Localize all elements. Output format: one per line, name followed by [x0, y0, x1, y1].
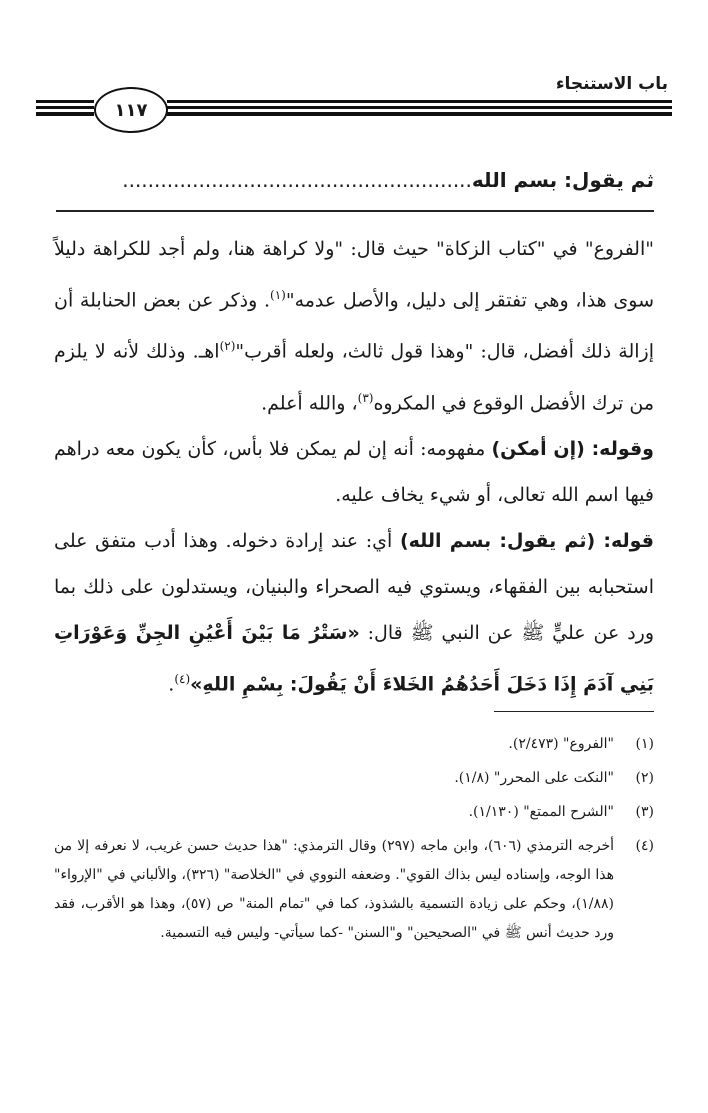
header-rule	[36, 112, 94, 116]
footnote-divider	[494, 711, 654, 712]
header-rule	[36, 100, 94, 103]
hadith-quote: «سَتْرُ مَا بَيْنَ أَعْيُنِ الجِنِّ وَعَوْرَاتِ بَنِي آدَمَ إِذَا دَخَلَ أَحَدُهُمُ الخَلاءَ أَنْ يَقُولَ: بِسْمِ اللهِ»	[54, 621, 654, 696]
footnote-text: أخرجه الترمذي (٦٠٦)، وابن ماجه (٢٩٧) وقال الترمذي: "هذا حديث حسن غريب، لا نعرفه إلا من هذا الوجه، وإسناده ليس بذاك القوي". وضعفه النووي في "الخلاصة" (٣٢٦)، والألباني في "الإرواء" (١/٨٨)، وحكم على زيادة التسمية بالشذوذ، كما في "تمام المنة" ص (٥٧)، وهذا هو الأقرب، فقد ورد حديث أنس ﷺ في "الصحيحين" و"السنن" -كما سيأتي- وليس فيه التسمية.	[54, 838, 615, 941]
footnote-number: (٢)	[635, 770, 654, 786]
body-text: اهـ. وذلك لأنه لا يلزم من ترك الأفضل الوقوع في المكروه	[54, 340, 654, 414]
footnote	[54, 764, 654, 793]
footnote-ref[interactable]: (٢)	[219, 339, 236, 354]
matn-line	[54, 168, 654, 192]
footnote-ref[interactable]: (٣)	[357, 390, 374, 405]
footnote-number: (١)	[635, 736, 654, 752]
lead-phrase: قوله: (ثم يقول: بسم الله)	[399, 529, 654, 552]
footnote	[54, 798, 654, 827]
footnote	[54, 832, 654, 948]
footnote-text: "النكت على المحرر" (١/٨).	[454, 770, 614, 786]
commentary-body	[54, 226, 654, 707]
header-rule	[36, 106, 94, 109]
paragraph	[54, 226, 654, 426]
footnote-text: "الفروع" (٢/٤٧٣).	[508, 736, 614, 752]
footnote-number: (٣)	[635, 804, 654, 820]
paragraph	[54, 426, 654, 518]
footnotes	[54, 730, 654, 953]
body-text: مفهومه: أنه إن لم يمكن فلا بأس، كأن يكون معه دراهم فيها اسم الله تعالى، أو شيء يخاف عليه.	[54, 437, 654, 506]
header-rule	[167, 106, 672, 109]
lead-phrase: وقوله: (إن أمكن)	[491, 437, 654, 460]
body-text: "الفروع" في "كتاب الزكاة" حيث قال: "ولا كراهة هنا، ولم أجد للكراهة دليلاً سوى هذا، وهي تفتقر إلى دليل، والأصل عدمه"	[54, 238, 654, 312]
footnote	[54, 730, 654, 759]
header-rule	[167, 112, 672, 116]
chapter-title: باب الاستنجاء	[555, 74, 668, 94]
body-text: . وذكر عن بعض الحنابلة أن إزالة ذلك أفضل، قال: "وهذا قول ثالث، ولعله أقرب"	[54, 289, 654, 363]
body-text: ، والله أعلم.	[261, 391, 358, 414]
body-text: أي: عند إرادة دخوله. وهذا أدب متفق على استحبابه بين الفقهاء، ويستوي فيه الصحراء والبنيان، ويستدلون على ذلك بما ورد عن عليٍّ ﷺ عن النبي ﷺ قال:	[54, 529, 655, 644]
page-number: ١١٧	[94, 87, 168, 133]
footnote-number: (٤)	[635, 838, 654, 854]
page-header	[36, 70, 672, 140]
body-text: .	[168, 673, 175, 696]
header-rule	[167, 100, 672, 103]
matn-divider	[56, 210, 654, 212]
footnote-ref[interactable]: (١)	[270, 288, 286, 302]
matn-dots: .......................................................	[122, 168, 472, 192]
matn-text: ثم يقول: بسم الله	[471, 168, 654, 192]
footnote-ref[interactable]: (٤)	[174, 671, 191, 686]
footnote-text: "الشرح الممتع" (١/١٣٠).	[468, 804, 614, 820]
paragraph	[54, 518, 654, 707]
